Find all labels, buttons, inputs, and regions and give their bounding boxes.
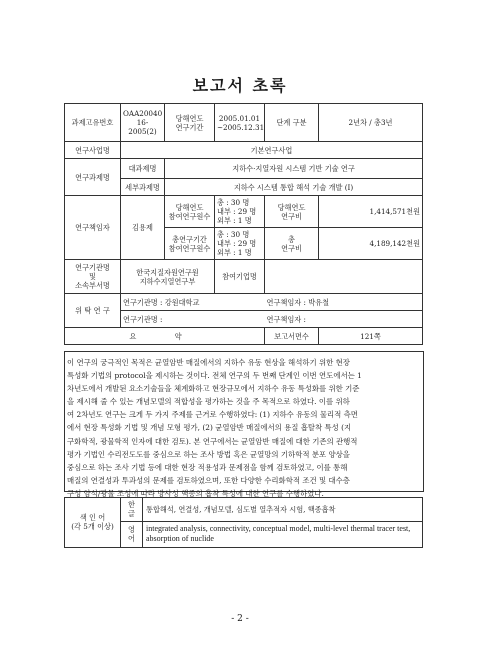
summary-line: 평가 기법인 수리전도도를 중심으로 하는 조사 방법 혹은 균열망의 기하학적 분포 양상을 xyxy=(67,449,350,459)
summary-line: 구성 암석/광물 조성에 따라 방사성 핵종의 흡착 특성에 대한 연구를 수행하였다. xyxy=(67,488,324,498)
summary-line: 중심으로 하는 조사 기법 등에 대한 현장 적용성과 문제점을 함께 검토하였고, 이를 통해 xyxy=(67,462,348,472)
summary-line: 을 제시해 줄 수 있는 개념모델의 적합성을 평가하는 것을 주 목적으로 하였다. 이를 위하 xyxy=(67,397,350,407)
period-label: 당해연도 연구기간 xyxy=(165,104,215,142)
stage-label: 단계 구분 xyxy=(265,104,319,142)
year-participants-label: 당해연도 참여연구원수 xyxy=(165,196,215,228)
project-code-value: OAA20040 16-2005(2) xyxy=(121,104,165,142)
keywords-label: 색 인 어 (각 5개 이상) xyxy=(65,498,121,548)
total-participants-label: 총연구기간 참여연구원수 xyxy=(165,228,215,260)
stage-value: 2년차 / 총3년 xyxy=(319,104,423,142)
total-fund-label: 총 연구비 xyxy=(265,228,319,260)
keywords-korean-value: 통합해석, 연결성, 개념모델, 심도별 열추적자 시험, 핵종흡착 xyxy=(143,498,423,522)
summary-line: 이 연구의 궁극적인 목적은 균열암반 매질에서의 지하수 유동 현상을 해석하기 위한 현장 xyxy=(67,358,350,367)
major-project-label: 대과제명 xyxy=(121,159,165,179)
summary-line: 특성화 기법의 protocol을 제시하는 것이다. 전체 연구의 두 번째 단계인 이번 연도에서는 1 xyxy=(67,371,362,381)
institution-value: 한국지질자원연구원 지하수지열연구부 xyxy=(121,260,215,294)
summary-text xyxy=(64,351,424,498)
keywords-english-value: integrated analysis, connectivity, conceptual model, multi-level thermal tracer test, absorption of nuclide xyxy=(143,521,423,547)
partner-company-value xyxy=(265,260,423,294)
consign-lead-2: 연구책임자 : xyxy=(265,311,423,328)
report-pages-label: 보고서면수 xyxy=(265,328,319,345)
partner-company-label: 참여기업명 xyxy=(215,260,265,294)
year-fund-value: 1,414,571천원 xyxy=(319,196,423,228)
consign-lead-1: 연구책임자 : 박유철 xyxy=(265,294,423,311)
summary-line: 구화학적, 광물학적 인자에 대한 검토). 본 연구에서는 균열암반 매질에 대한 기존의 관행적 xyxy=(67,436,358,446)
summary-line: 에서 현장 특성화 기법 및 개념 모형 평가, (2) 균열암반 매질에서의 용질 흡탈착 특성 (지 xyxy=(67,423,352,433)
consign-institution-2: 연구기관명 : xyxy=(121,311,265,328)
total-fund-value: 4,189,142천원 xyxy=(319,228,423,260)
detail-project-value: 지하수 시스템 통합 해석 기술 개발 (I) xyxy=(165,179,423,196)
year-participants-value: 총 : 30 명 내부 : 29 명 외부 : 1 명 xyxy=(215,196,265,228)
document-title: 보고서 초록 xyxy=(192,76,288,95)
report-pages-value: 121쪽 xyxy=(319,328,423,345)
major-project-value: 지하수·지열자원 시스템 기반 기술 연구 xyxy=(165,159,423,179)
abstract-info-table xyxy=(64,103,423,345)
consign-institution-1: 연구기관명 : 강원대학교 xyxy=(121,294,265,311)
year-fund-label: 당해연도 연구비 xyxy=(265,196,319,228)
summary-label: 요 약 xyxy=(65,328,265,345)
consign-research-label: 위 탁 연 구 xyxy=(65,294,121,328)
detail-project-label: 세부과제명 xyxy=(121,179,165,196)
institution-label: 연구기관명 및 소속부서명 xyxy=(65,260,121,294)
business-name-label: 연구사업명 xyxy=(65,142,121,159)
keywords-english-label: 영 어 xyxy=(121,521,143,547)
summary-line: 매질의 연결성과 투과성의 문제를 검토하였으며, 또한 다양한 수리화학적 조건 및 대수층 xyxy=(67,475,350,485)
business-name-value: 기본연구사업 xyxy=(121,142,423,159)
researcher-name: 김용제 xyxy=(121,196,165,260)
project-name-label: 연구과제명 xyxy=(65,159,121,196)
period-value: 2005.01.01 ~2005.12.31 xyxy=(215,104,265,142)
total-participants-value: 총 : 30 명 내부 : 29 명 외부 : 1 명 xyxy=(215,228,265,260)
keywords-table xyxy=(64,497,423,548)
keywords-korean-label: 한 글 xyxy=(121,498,143,522)
project-code-label: 과제고유번호 xyxy=(65,104,121,142)
page-number: - 2 - xyxy=(231,614,249,624)
researcher-label: 연구책임자 xyxy=(65,196,121,260)
summary-line: 차년도에서 개발된 요소기술들을 체계화하고 현장규모에서 지하수 유동 특성화를 위한 기준 xyxy=(67,384,360,394)
summary-line: 여 2차년도 연구는 크게 두 가지 주제를 근거로 수행하였다: (1) 지하수 유동의 물리적 측면 xyxy=(67,410,358,420)
